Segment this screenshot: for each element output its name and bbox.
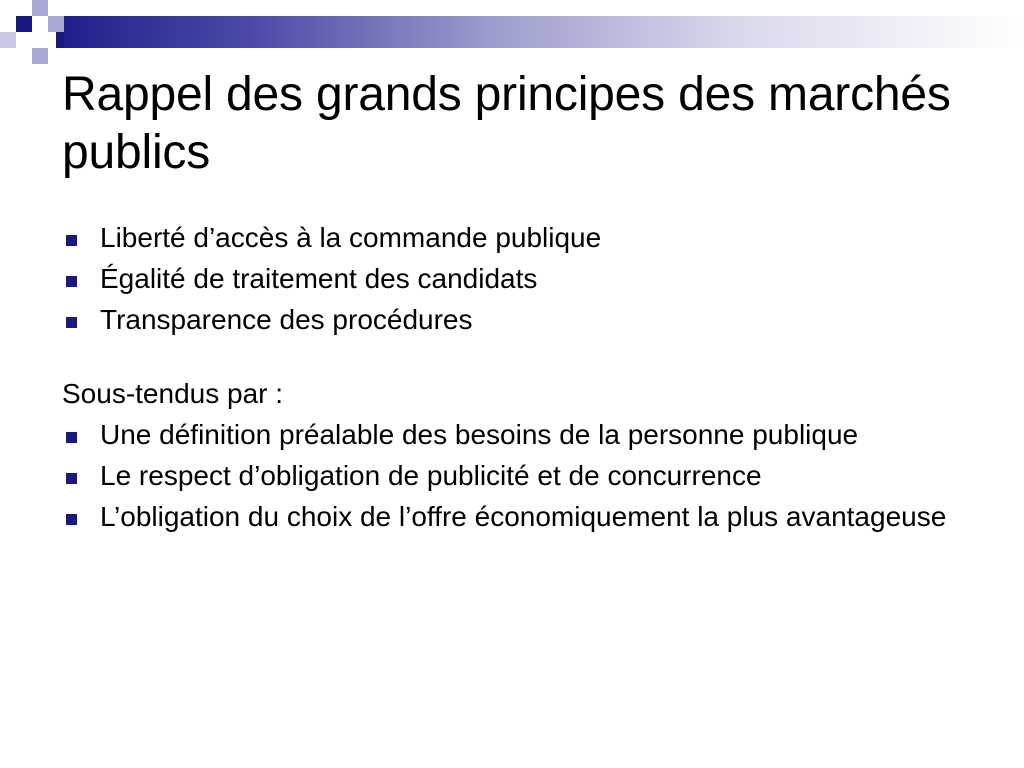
list-item-text: Égalité de traitement des candidats [100,263,538,294]
square-bullet-icon [66,235,77,246]
list-item-text: Transparence des procédures [100,304,473,335]
list-item [62,419,962,451]
deco-square-light-1 [32,0,48,16]
list-item [62,222,962,254]
deco-square-light-2 [48,16,64,32]
header-decoration [0,0,1024,64]
supports-list [62,419,962,533]
square-bullet-icon [66,432,77,443]
square-bullet-icon [66,473,77,484]
list-item-text: L’obligation du choix de l’offre économiquement la plus avantageuse [100,501,947,532]
list-item [62,501,962,533]
list-item [62,263,962,295]
square-bullet-icon [66,317,77,328]
deco-square-light-4 [32,48,48,64]
deco-square-navy-2 [56,32,64,48]
list-item-text: Le respect d’obligation de publicité et de concurrence [100,460,762,491]
deco-square-light-3 [0,32,16,48]
deco-square-navy-1 [16,16,32,32]
subheading: Sous-tendus par : [62,378,284,409]
header-gradient-bar [56,16,1024,48]
spacer [62,345,962,378]
slide-body [62,222,962,542]
square-bullet-icon [66,514,77,525]
list-item-text: Une définition préalable des besoins de la personne publique [100,419,859,450]
slide-title: Rappel des grands principes des marchés publics [62,68,951,179]
list-item [62,460,962,492]
principles-list [62,222,962,336]
list-item-text: Liberté d’accès à la commande publique [100,222,602,253]
list-item [62,304,962,336]
square-bullet-icon [66,276,77,287]
